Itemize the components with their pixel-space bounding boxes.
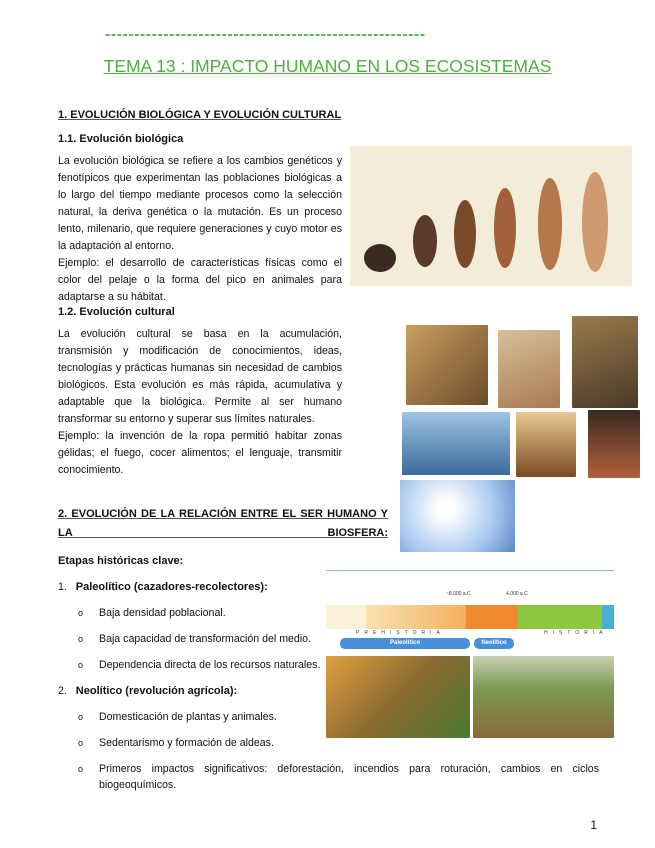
cultural-evolution-example: Ejemplo: la invención de la ropa permitió habitar zonas gélidas; el fuego, cocer alimentos; el lenguaje, transmitir conocimiento. bbox=[58, 430, 342, 476]
bullet-icon: o bbox=[78, 634, 84, 644]
human-evolution-image bbox=[350, 146, 632, 286]
hunters-illustration bbox=[326, 656, 470, 738]
stage-number: 1. bbox=[58, 581, 67, 593]
list-item: o Domesticación de plantas y animales. bbox=[78, 711, 277, 723]
list-item: o Baja densidad poblacional. bbox=[78, 607, 226, 619]
list-item: o Dependencia directa de los recursos naturales. bbox=[78, 659, 321, 671]
biological-evolution-example: Ejemplo: el desarrollo de características físicas como el color del pelaje o la forma del pico en animales para adaptarse a su hábitat. bbox=[58, 257, 342, 303]
list-item: o Primeros impactos significativos: deforestación, incendios para roturación, cambios en ciclos biogeoquímicos. bbox=[78, 763, 599, 791]
history-timeline-image bbox=[326, 570, 614, 655]
farmers-illustration bbox=[473, 656, 614, 738]
stage-number: 2. bbox=[58, 685, 67, 697]
timeline-date-8000: ~8.000 a.C bbox=[446, 591, 471, 597]
stage-paleolithic bbox=[58, 579, 342, 595]
stage-title: Neolítico (revolución agrícola): bbox=[75, 685, 238, 697]
evolution-silhouettes bbox=[350, 146, 632, 286]
bullet-icon: o bbox=[78, 738, 84, 748]
timeline-historia: HISTORIA bbox=[544, 630, 608, 636]
bullet-icon: o bbox=[78, 608, 84, 618]
neolithic-arrow: Neolítico bbox=[474, 638, 514, 649]
bullet-icon: o bbox=[78, 660, 84, 670]
section-1-heading: 1. EVOLUCIÓN BIOLÓGICA Y EVOLUCIÓN CULTURAL bbox=[58, 109, 342, 121]
painting-image bbox=[572, 316, 638, 408]
bullet-icon: o bbox=[78, 764, 84, 774]
subsection-1-2-heading: 1.2. Evolución cultural bbox=[58, 306, 175, 318]
bullet-icon: o bbox=[78, 712, 84, 722]
list-item: o Sedentarismo y formación de aldeas. bbox=[78, 737, 274, 749]
stages-label: Etapas históricas clave: bbox=[58, 555, 184, 567]
prehistoric-hunters-image bbox=[406, 325, 488, 405]
page-number: 1 bbox=[590, 818, 597, 832]
sailing-ship-image bbox=[516, 412, 576, 477]
timeline-prehistoria: PREHISTORIA bbox=[356, 630, 445, 636]
space-shuttle-image bbox=[400, 480, 515, 552]
cultural-evolution-paragraph: La evolución cultural se basa en la acumulación, transmisión y modificación de conocimientos, ideas, tecnologías y prácticas humanas sin necesidad de cambios biológicos. Esta evolución es más rápida, acumulativa y adaptable que la biológica. Permite al ser humano transformar su entorno y superar sus límites naturales. bbox=[58, 328, 342, 425]
stage-neolithic bbox=[58, 683, 342, 699]
paleolithic-arrow: Paleolítico bbox=[340, 638, 470, 649]
stage-title: Paleolítico (cazadores-recolectores): bbox=[75, 581, 268, 593]
biological-evolution-paragraph: La evolución biológica se refiere a los cambios genéticos y fenotípicos que experimentan las poblaciones biológicas a lo largo del tiempo mediante procesos como la selección natural, la deriva genética o la mutación. Es un proceso lento, milenario, que requiere generaciones y cuyo motor es la adaptación al entorno. bbox=[58, 155, 342, 252]
cruise-ship-image bbox=[402, 412, 510, 475]
portrait-image bbox=[588, 410, 640, 478]
section-1 bbox=[58, 109, 342, 505]
ancient-people-image bbox=[498, 330, 560, 408]
page-title: TEMA 13 : IMPACTO HUMANO EN LOS ECOSISTEMAS bbox=[103, 56, 552, 76]
list-item: o Baja capacidad de transformación del medio. bbox=[78, 633, 311, 645]
section-2-heading: 2. EVOLUCIÓN DE LA RELACIÓN ENTRE EL SER HUMANO Y LA BIOSFERA: bbox=[58, 508, 388, 539]
decorative-dashes: ------------------------------------------------------- bbox=[105, 26, 426, 43]
subsection-1-1-heading: 1.1. Evolución biológica bbox=[58, 133, 184, 145]
timeline-date-4000: 4.000 a.C bbox=[506, 591, 528, 597]
